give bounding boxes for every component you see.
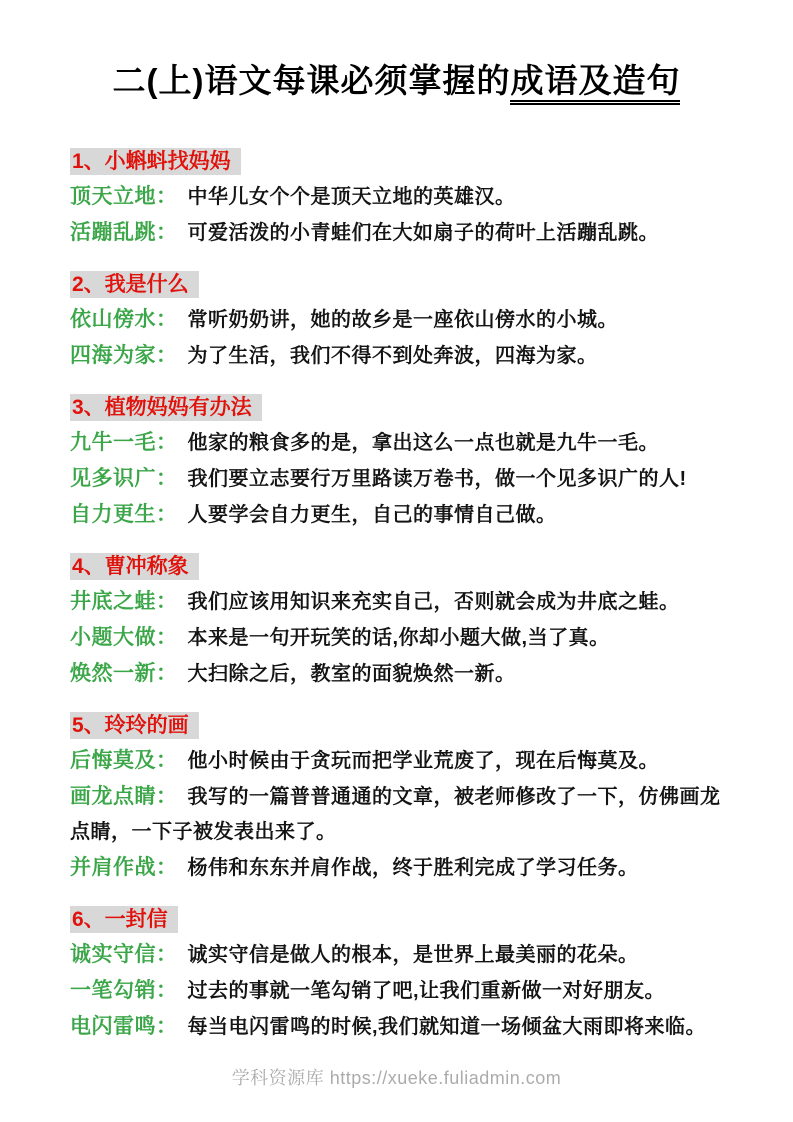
- idiom-entry: [70, 497, 723, 533]
- idiom-label: 顶天立地：: [70, 185, 178, 208]
- watermark-text: 学科资源库 https://xueke.fuliadmin.com: [231, 1068, 562, 1088]
- idiom-entry: [70, 338, 723, 374]
- example-sentence: 他小时候由于贪玩而把学业荒废了，现在后悔莫及。: [187, 750, 659, 772]
- document-body: [70, 144, 723, 1045]
- idiom-entry: [70, 584, 723, 620]
- idiom-entry: [70, 779, 723, 850]
- idiom-entry: [70, 937, 723, 973]
- idiom-entry: [70, 461, 723, 497]
- lesson-section: [70, 708, 723, 886]
- idiom-label: 后悔莫及：: [70, 749, 178, 772]
- idiom-label: 小题大做：: [70, 626, 178, 649]
- example-sentence: 他家的粮食多的是，拿出这么一点也就是九牛一毛。: [187, 432, 659, 454]
- idiom-label: 一笔勾销：: [70, 979, 178, 1002]
- idiom-entry: [70, 973, 723, 1009]
- lesson-section: [70, 902, 723, 1045]
- section-heading-text: 3、植物妈妈有办法: [70, 394, 262, 421]
- idiom-entry: [70, 302, 723, 338]
- idiom-label: 井底之蛙：: [70, 590, 178, 613]
- example-sentence: 为了生活，我们不得不到处奔波，四海为家。: [187, 345, 598, 367]
- section-heading: [70, 144, 723, 179]
- section-heading: [70, 267, 723, 302]
- section-heading: [70, 708, 723, 743]
- example-sentence: 我们要立志要行万里路读万卷书，做一个见多识广的人!: [187, 468, 687, 490]
- example-sentence: 人要学会自力更生，自己的事情自己做。: [187, 504, 557, 526]
- section-heading: [70, 549, 723, 584]
- idiom-entry: [70, 179, 723, 215]
- section-heading-text: 1、小蝌蚪找妈妈: [70, 148, 241, 175]
- title-text-plain: 二(上)语文每课必须掌握的: [112, 62, 511, 99]
- idiom-label: 四海为家：: [70, 344, 178, 367]
- idiom-entry: [70, 656, 723, 692]
- section-heading: [70, 390, 723, 425]
- idiom-entry: [70, 743, 723, 779]
- idiom-label: 画龙点睛：: [70, 785, 178, 808]
- example-sentence: 中华儿女个个是顶天立地的英雄汉。: [187, 186, 516, 208]
- idiom-label: 活蹦乱跳：: [70, 221, 178, 244]
- idiom-entry: [70, 620, 723, 656]
- lesson-section: [70, 267, 723, 374]
- example-sentence: 我们应该用知识来充实自己，否则就会成为井底之蛙。: [187, 591, 680, 613]
- example-sentence: 可爱活泼的小青蛙们在大如扇子的荷叶上活蹦乱跳。: [187, 222, 659, 244]
- example-sentence: 诚实守信是做人的根本，是世界上最美丽的花朵。: [187, 944, 639, 966]
- example-sentence: 过去的事就一笔勾销了吧,让我们重新做一对好朋友。: [187, 980, 666, 1002]
- section-heading-text: 6、一封信: [70, 906, 178, 933]
- section-heading-text: 2、我是什么: [70, 271, 199, 298]
- example-sentence: 杨伟和东东并肩作战，终于胜利完成了学习任务。: [187, 857, 639, 879]
- idiom-entry: [70, 850, 723, 886]
- example-sentence: 大扫除之后，教室的面貌焕然一新。: [187, 663, 516, 685]
- example-sentence: 每当电闪雷鸣的时候,我们就知道一场倾盆大雨即将来临。: [187, 1016, 707, 1038]
- page-footer: [0, 1064, 793, 1090]
- idiom-label: 依山傍水：: [70, 308, 178, 331]
- idiom-label: 并肩作战：: [70, 856, 178, 879]
- idiom-label: 自力更生：: [70, 503, 178, 526]
- idiom-label: 电闪雷鸣：: [70, 1015, 178, 1038]
- idiom-entry: [70, 1009, 723, 1045]
- lesson-section: [70, 549, 723, 692]
- lesson-section: [70, 390, 723, 533]
- idiom-label: 九牛一毛：: [70, 431, 178, 454]
- section-heading-text: 4、曹冲称象: [70, 553, 199, 580]
- example-sentence: 常听奶奶讲，她的故乡是一座依山傍水的小城。: [187, 309, 618, 331]
- section-heading-text: 5、玲玲的画: [70, 712, 199, 739]
- idiom-label: 见多识广：: [70, 467, 178, 490]
- idiom-label: 焕然一新：: [70, 662, 178, 685]
- section-heading: [70, 902, 723, 937]
- idiom-entry: [70, 425, 723, 461]
- idiom-label: 诚实守信：: [70, 943, 178, 966]
- idiom-entry: [70, 215, 723, 251]
- page-title: [70, 58, 723, 104]
- lesson-section: [70, 144, 723, 251]
- example-sentence: 本来是一句开玩笑的话,你却小题大做,当了真。: [187, 627, 610, 649]
- title-text-underlined: 成语及造句: [510, 62, 680, 105]
- example-sentence: 我写的一篇普普通通的文章，被老师修改了一下，仿佛画龙点睛，一下子被发表出来了。: [70, 786, 721, 843]
